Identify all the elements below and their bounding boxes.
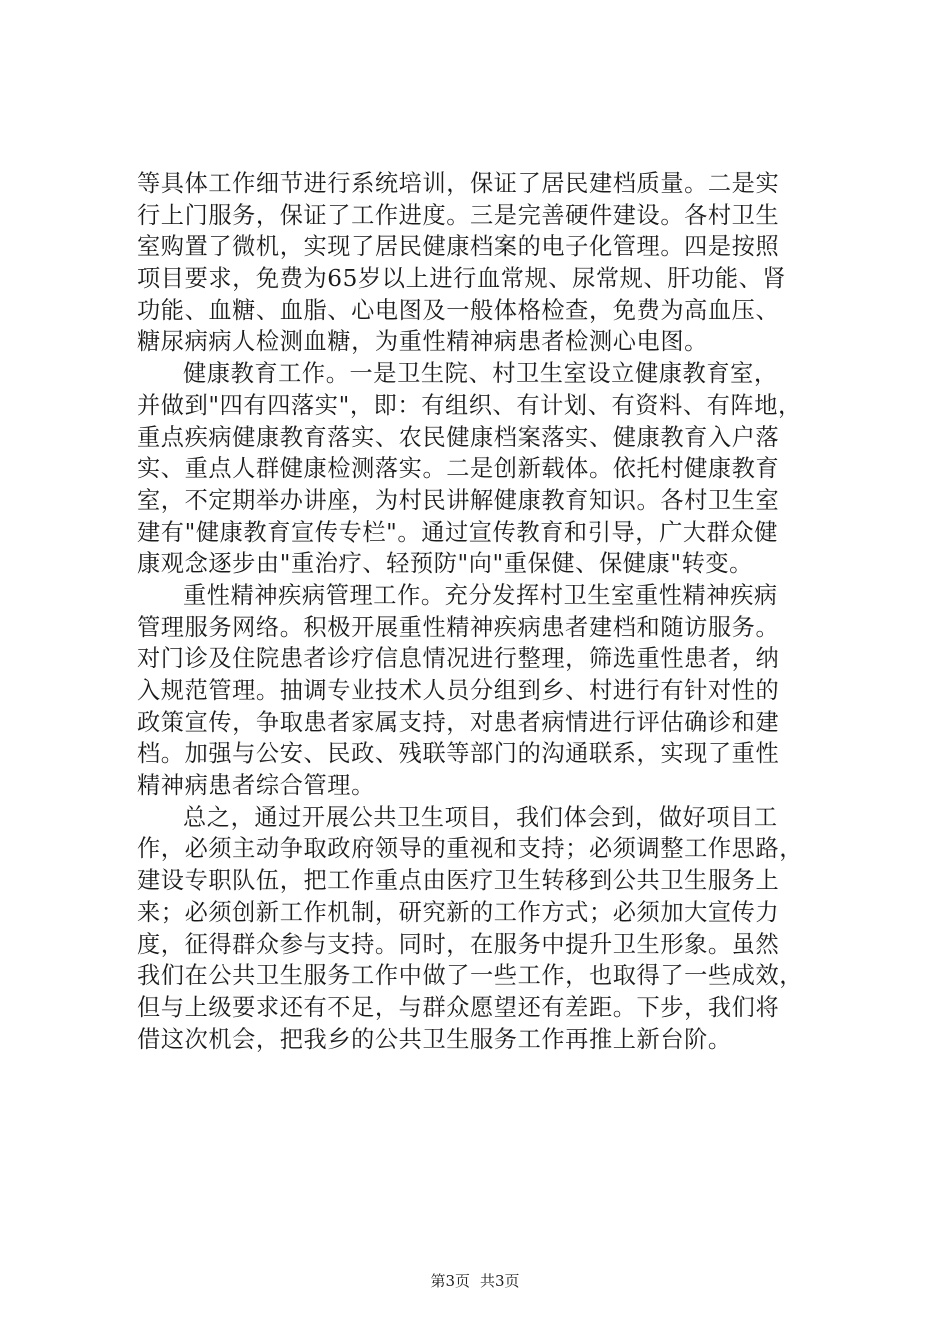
text-line: 等具体工作细节进行系统培训，保证了居民建档质量。二是实 bbox=[137, 170, 780, 197]
paragraph-start-line: 健康教育工作。一是卫生院、村卫生室设立健康教育室， bbox=[183, 360, 778, 388]
document-body bbox=[137, 168, 827, 1055]
page-total: 共3页 bbox=[480, 1272, 520, 1290]
text-line: 借这次机会，把我乡的公共卫生服务工作再推上新台阶。 bbox=[137, 1025, 732, 1053]
text-line: 但与上级要求还有不足，与群众愿望还有差距。下步，我们将 bbox=[137, 993, 780, 1021]
text-line: 行上门服务，保证了工作进度。三是完善硬件建设。各村卫生 bbox=[137, 201, 780, 229]
page-number: 第3页 bbox=[430, 1272, 470, 1290]
text-line: 重点疾病健康教育落实、农民健康档案落实、健康教育入户落 bbox=[137, 423, 780, 451]
text-line: 作，必须主动争取政府领导的重视和支持；必须调整工作思路， bbox=[137, 835, 804, 863]
paragraph-start-line: 重性精神疾病管理工作。充分发挥村卫生室重性精神疾病 bbox=[183, 581, 778, 609]
text-line: 建有"健康教育宣传专栏"。通过宣传教育和引导，广大群众健 bbox=[137, 518, 779, 546]
text-line: 实、重点人群健康检测落实。二是创新载体。依托村健康教育 bbox=[137, 455, 780, 483]
text-line: 功能、血糖、血脂、心电图及一般体格检查，免费为高血压、 bbox=[137, 296, 780, 324]
text-line: 对门诊及住院患者诊疗信息情况进行整理，筛选重性患者，纳 bbox=[137, 645, 780, 673]
text-line: 我们在公共卫生服务工作中做了一些工作，也取得了一些成效， bbox=[137, 962, 804, 990]
text-line: 糖尿病病人检测血糖，为重性精神病患者检测心电图。 bbox=[137, 328, 708, 356]
text-line: 室购置了微机，实现了居民健康档案的电子化管理。四是按照 bbox=[137, 233, 780, 261]
text-line: 管理服务网络。积极开展重性精神疾病患者建档和随访服务。 bbox=[137, 613, 780, 641]
text-line: 室，不定期举办讲座，为村民讲解健康教育知识。各村卫生室 bbox=[137, 486, 780, 514]
text-line: 政策宣传，争取患者家属支持，对患者病情进行评估确诊和建 bbox=[137, 708, 780, 736]
text-line: 康观念逐步由"重治疗、轻预防"向"重保健、保健康"转变。 bbox=[137, 550, 753, 578]
text-line: 来；必须创新工作机制，研究新的工作方式；必须加大宣传力 bbox=[137, 898, 780, 926]
text-line: 档。加强与公安、民政、残联等部门的沟通联系，实现了重性 bbox=[137, 740, 780, 768]
text-line: 度，征得群众参与支持。同时，在服务中提升卫生形象。虽然 bbox=[137, 930, 780, 958]
text-line: 建设专职队伍，把工作重点由医疗卫生转移到公共卫生服务上 bbox=[137, 867, 780, 895]
text-line: 并做到"四有四落实"，即：有组织、有计划、有资料、有阵地， bbox=[137, 391, 802, 419]
text-line: 项目要求，免费为65岁以上进行血常规、尿常规、肝功能、肾 bbox=[137, 265, 787, 293]
page-footer bbox=[0, 1271, 950, 1291]
text-line: 入规范管理。抽调专业技术人员分组到乡、村进行有针对性的 bbox=[137, 677, 780, 704]
paragraph-start-line: 总之，通过开展公共卫生项目，我们体会到，做好项目工 bbox=[183, 803, 778, 831]
text-line: 精神病患者综合管理。 bbox=[137, 772, 375, 800]
